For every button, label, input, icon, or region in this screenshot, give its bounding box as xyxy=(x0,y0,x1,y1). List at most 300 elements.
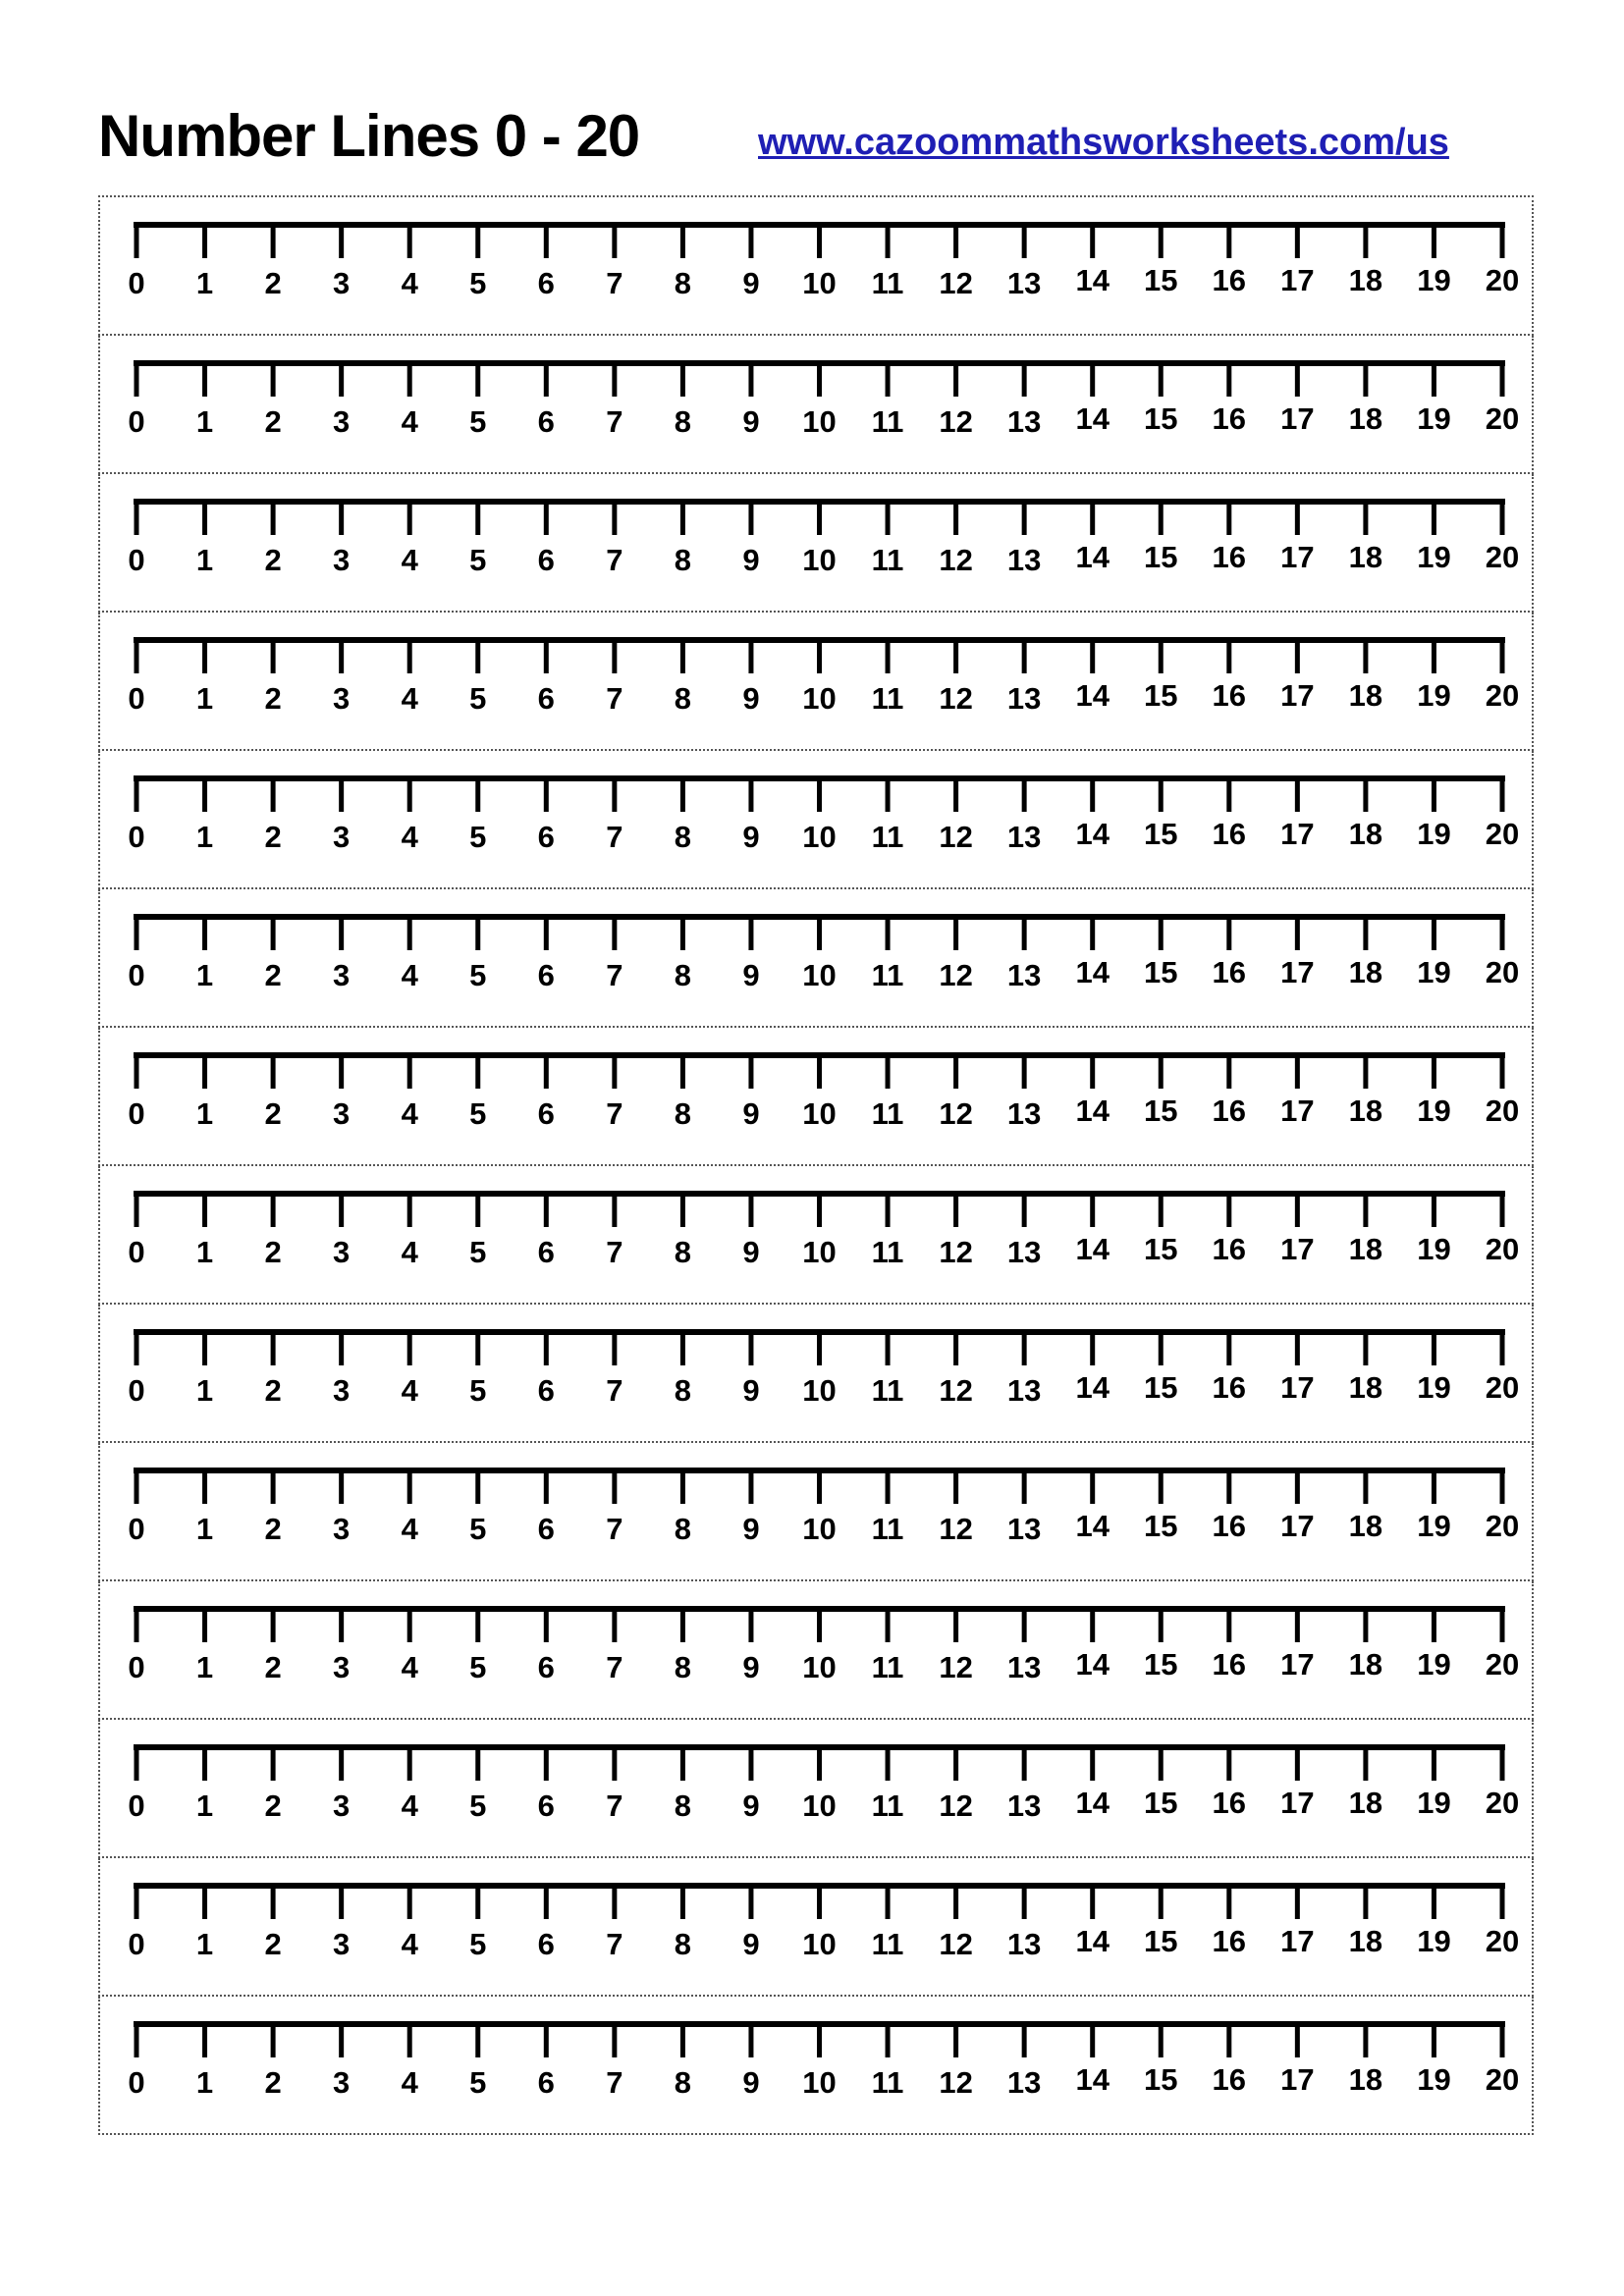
tick-label: 11 xyxy=(871,820,904,854)
tick-label: 2 xyxy=(264,1650,282,1684)
tick-label: 15 xyxy=(1144,1924,1178,1958)
number-line-strip xyxy=(98,889,1534,1028)
tick-label: 0 xyxy=(128,1373,145,1408)
tick-label: 19 xyxy=(1417,1647,1451,1682)
tick-label: 19 xyxy=(1417,1094,1451,1128)
tick-label: 9 xyxy=(742,1512,760,1546)
tick-label: 15 xyxy=(1144,955,1178,989)
tick-label: 8 xyxy=(674,1512,692,1546)
tick-label: 7 xyxy=(606,1512,623,1546)
tick-label: 13 xyxy=(1006,1927,1042,1961)
tick-label: 0 xyxy=(128,1512,145,1546)
tick-label: 19 xyxy=(1417,2062,1451,2097)
tick-label: 17 xyxy=(1280,678,1315,713)
tick-label: 17 xyxy=(1280,2062,1315,2097)
tick-label: 1 xyxy=(195,543,214,577)
tick-label: 9 xyxy=(742,266,760,300)
tick-label: 8 xyxy=(674,820,692,854)
tick-label: 12 xyxy=(939,1096,973,1131)
number-line xyxy=(100,1443,1532,1579)
tick-label: 11 xyxy=(871,681,904,716)
tick-label: 4 xyxy=(401,1235,418,1269)
tick-label: 8 xyxy=(674,1789,692,1823)
tick-label: 5 xyxy=(469,1373,487,1408)
tick-label: 10 xyxy=(802,404,837,439)
tick-label: 4 xyxy=(401,1789,418,1823)
tick-label: 1 xyxy=(195,1650,214,1684)
tick-label: 3 xyxy=(333,958,351,992)
tick-label: 14 xyxy=(1075,1647,1110,1682)
tick-label: 15 xyxy=(1144,2062,1178,2097)
tick-label: 7 xyxy=(606,681,623,716)
tick-label: 6 xyxy=(537,404,555,439)
tick-label: 11 xyxy=(871,543,904,577)
tick-label: 13 xyxy=(1006,266,1042,300)
tick-label: 9 xyxy=(742,1789,760,1823)
tick-label: 16 xyxy=(1212,955,1247,989)
tick-label: 16 xyxy=(1212,2062,1247,2097)
tick-label: 7 xyxy=(606,1650,623,1684)
tick-label: 8 xyxy=(674,1650,692,1684)
worksheet-header xyxy=(98,98,1532,177)
tick-label: 20 xyxy=(1485,678,1520,713)
tick-label: 14 xyxy=(1075,1370,1110,1405)
tick-label: 12 xyxy=(939,2065,973,2100)
tick-label: 5 xyxy=(469,1235,487,1269)
tick-label: 13 xyxy=(1006,820,1042,854)
number-line-strip xyxy=(98,751,1534,889)
tick-label: 0 xyxy=(128,266,145,300)
tick-label: 10 xyxy=(802,2065,837,2100)
tick-label: 4 xyxy=(401,404,418,439)
number-line-strip xyxy=(98,195,1534,336)
tick-label: 0 xyxy=(128,1927,145,1961)
tick-label: 8 xyxy=(674,1235,692,1269)
number-line xyxy=(100,751,1532,887)
tick-label: 1 xyxy=(195,404,214,439)
tick-label: 7 xyxy=(606,266,623,300)
number-line-strip xyxy=(98,613,1534,751)
number-line xyxy=(100,1997,1532,2133)
tick-label: 7 xyxy=(606,958,623,992)
tick-label: 4 xyxy=(401,1096,418,1131)
tick-label: 3 xyxy=(333,820,351,854)
tick-label: 17 xyxy=(1280,263,1315,297)
tick-label: 4 xyxy=(401,958,418,992)
tick-label: 0 xyxy=(128,1235,145,1269)
tick-label: 1 xyxy=(195,681,214,716)
tick-label: 11 xyxy=(871,266,904,300)
tick-label: 4 xyxy=(401,1650,418,1684)
tick-label: 19 xyxy=(1417,1232,1451,1266)
tick-label: 13 xyxy=(1006,1650,1042,1684)
tick-label: 3 xyxy=(333,1096,351,1131)
tick-label: 1 xyxy=(195,1512,214,1546)
tick-label: 18 xyxy=(1348,955,1383,989)
number-line xyxy=(100,1720,1532,1856)
tick-label: 10 xyxy=(802,543,837,577)
tick-label: 9 xyxy=(742,1650,760,1684)
number-line-strip xyxy=(98,1858,1534,1997)
tick-label: 2 xyxy=(264,404,282,439)
tick-label: 20 xyxy=(1485,540,1520,574)
tick-label: 12 xyxy=(939,681,973,716)
tick-label: 3 xyxy=(333,1373,351,1408)
tick-label: 16 xyxy=(1212,1094,1247,1128)
tick-label: 11 xyxy=(871,958,904,992)
tick-label: 3 xyxy=(333,404,351,439)
tick-label: 19 xyxy=(1417,401,1451,436)
tick-label: 6 xyxy=(537,1512,555,1546)
tick-label: 16 xyxy=(1212,1370,1247,1405)
tick-label: 7 xyxy=(606,1373,623,1408)
tick-label: 4 xyxy=(401,543,418,577)
tick-label: 12 xyxy=(939,266,973,300)
tick-label: 1 xyxy=(195,1927,214,1961)
tick-label: 18 xyxy=(1348,1370,1383,1405)
number-line-strips xyxy=(98,195,1534,2135)
tick-label: 1 xyxy=(195,958,214,992)
tick-label: 12 xyxy=(939,543,973,577)
tick-label: 6 xyxy=(537,1096,555,1131)
tick-label: 19 xyxy=(1417,678,1451,713)
tick-label: 10 xyxy=(802,266,837,300)
tick-label: 6 xyxy=(537,1235,555,1269)
tick-label: 6 xyxy=(537,266,555,300)
tick-label: 12 xyxy=(939,1512,973,1546)
tick-label: 19 xyxy=(1417,263,1451,297)
tick-label: 20 xyxy=(1485,817,1520,851)
tick-label: 14 xyxy=(1075,401,1110,436)
tick-label: 18 xyxy=(1348,1509,1383,1543)
tick-label: 20 xyxy=(1485,401,1520,436)
tick-label: 1 xyxy=(195,2065,214,2100)
tick-label: 4 xyxy=(401,2065,418,2100)
tick-label: 18 xyxy=(1348,540,1383,574)
tick-label: 12 xyxy=(939,820,973,854)
number-line xyxy=(100,1028,1532,1164)
tick-label: 2 xyxy=(264,958,282,992)
tick-label: 18 xyxy=(1348,1232,1383,1266)
tick-label: 7 xyxy=(606,1927,623,1961)
tick-label: 15 xyxy=(1144,1370,1178,1405)
tick-label: 4 xyxy=(401,681,418,716)
tick-label: 12 xyxy=(939,1235,973,1269)
tick-label: 11 xyxy=(871,2065,904,2100)
tick-label: 7 xyxy=(606,1096,623,1131)
tick-label: 7 xyxy=(606,1235,623,1269)
tick-label: 18 xyxy=(1348,263,1383,297)
tick-label: 6 xyxy=(537,681,555,716)
tick-label: 5 xyxy=(469,1096,487,1131)
tick-label: 10 xyxy=(802,1512,837,1546)
tick-label: 11 xyxy=(871,1650,904,1684)
tick-label: 14 xyxy=(1075,1094,1110,1128)
tick-label: 20 xyxy=(1485,1232,1520,1266)
tick-label: 13 xyxy=(1006,404,1042,439)
tick-label: 4 xyxy=(401,1512,418,1546)
tick-label: 0 xyxy=(128,1096,145,1131)
tick-label: 15 xyxy=(1144,263,1178,297)
tick-label: 7 xyxy=(606,543,623,577)
tick-label: 5 xyxy=(469,820,487,854)
tick-label: 3 xyxy=(333,1650,351,1684)
tick-label: 9 xyxy=(742,543,760,577)
tick-label: 0 xyxy=(128,543,145,577)
tick-label: 2 xyxy=(264,1373,282,1408)
tick-label: 12 xyxy=(939,1789,973,1823)
tick-label: 13 xyxy=(1006,1512,1042,1546)
website-link[interactable]: www.cazoommathsworksheets.com/us xyxy=(758,122,1449,163)
tick-label: 2 xyxy=(264,543,282,577)
tick-label: 3 xyxy=(333,681,351,716)
number-line-strip xyxy=(98,1443,1534,1581)
tick-label: 6 xyxy=(537,820,555,854)
tick-label: 1 xyxy=(195,1373,214,1408)
tick-label: 13 xyxy=(1006,543,1042,577)
tick-label: 5 xyxy=(469,1927,487,1961)
tick-label: 2 xyxy=(264,1927,282,1961)
tick-label: 18 xyxy=(1348,1786,1383,1820)
number-line xyxy=(100,197,1532,334)
tick-label: 15 xyxy=(1144,817,1178,851)
tick-label: 18 xyxy=(1348,2062,1383,2097)
number-line-strip xyxy=(98,474,1534,613)
tick-label: 8 xyxy=(674,958,692,992)
tick-label: 0 xyxy=(128,681,145,716)
tick-label: 10 xyxy=(802,958,837,992)
tick-label: 9 xyxy=(742,1096,760,1131)
tick-label: 2 xyxy=(264,2065,282,2100)
tick-label: 16 xyxy=(1212,1232,1247,1266)
tick-label: 17 xyxy=(1280,955,1315,989)
tick-label: 12 xyxy=(939,404,973,439)
tick-label: 7 xyxy=(606,2065,623,2100)
tick-label: 8 xyxy=(674,2065,692,2100)
number-line-strip xyxy=(98,1166,1534,1305)
tick-label: 15 xyxy=(1144,1786,1178,1820)
tick-label: 4 xyxy=(401,820,418,854)
tick-label: 8 xyxy=(674,543,692,577)
tick-label: 14 xyxy=(1075,955,1110,989)
tick-label: 16 xyxy=(1212,1647,1247,1682)
tick-label: 9 xyxy=(742,681,760,716)
page-title: Number Lines 0 - 20 xyxy=(98,103,640,169)
tick-label: 8 xyxy=(674,1927,692,1961)
tick-label: 17 xyxy=(1280,540,1315,574)
tick-label: 3 xyxy=(333,1789,351,1823)
tick-label: 0 xyxy=(128,820,145,854)
tick-label: 8 xyxy=(674,1096,692,1131)
tick-label: 15 xyxy=(1144,1509,1178,1543)
tick-label: 5 xyxy=(469,681,487,716)
tick-label: 8 xyxy=(674,681,692,716)
tick-label: 6 xyxy=(537,543,555,577)
tick-label: 17 xyxy=(1280,401,1315,436)
number-line-strip xyxy=(98,1997,1534,2135)
tick-label: 17 xyxy=(1280,1786,1315,1820)
tick-label: 20 xyxy=(1485,1924,1520,1958)
tick-label: 5 xyxy=(469,1512,487,1546)
tick-label: 11 xyxy=(871,1096,904,1131)
tick-label: 2 xyxy=(264,1789,282,1823)
tick-label: 11 xyxy=(871,404,904,439)
tick-label: 18 xyxy=(1348,1094,1383,1128)
tick-label: 16 xyxy=(1212,678,1247,713)
tick-label: 6 xyxy=(537,958,555,992)
tick-label: 3 xyxy=(333,543,351,577)
tick-label: 20 xyxy=(1485,1509,1520,1543)
tick-label: 10 xyxy=(802,1235,837,1269)
number-line-strip xyxy=(98,1305,1534,1443)
tick-label: 13 xyxy=(1006,1789,1042,1823)
tick-label: 5 xyxy=(469,543,487,577)
tick-label: 14 xyxy=(1075,1924,1110,1958)
tick-label: 9 xyxy=(742,1373,760,1408)
tick-label: 20 xyxy=(1485,2062,1520,2097)
tick-label: 3 xyxy=(333,1235,351,1269)
tick-label: 11 xyxy=(871,1927,904,1961)
tick-label: 9 xyxy=(742,404,760,439)
tick-label: 20 xyxy=(1485,263,1520,297)
tick-label: 5 xyxy=(469,958,487,992)
tick-label: 13 xyxy=(1006,1373,1042,1408)
tick-label: 9 xyxy=(742,1927,760,1961)
tick-label: 0 xyxy=(128,404,145,439)
tick-label: 11 xyxy=(871,1512,904,1546)
tick-label: 12 xyxy=(939,1650,973,1684)
tick-label: 11 xyxy=(871,1373,904,1408)
tick-label: 8 xyxy=(674,1373,692,1408)
tick-label: 5 xyxy=(469,1650,487,1684)
tick-label: 10 xyxy=(802,1373,837,1408)
tick-label: 17 xyxy=(1280,1232,1315,1266)
tick-label: 16 xyxy=(1212,401,1247,436)
number-line xyxy=(100,1305,1532,1441)
tick-label: 8 xyxy=(674,266,692,300)
tick-label: 7 xyxy=(606,1789,623,1823)
tick-label: 4 xyxy=(401,266,418,300)
tick-label: 9 xyxy=(742,958,760,992)
tick-label: 18 xyxy=(1348,678,1383,713)
tick-label: 14 xyxy=(1075,540,1110,574)
tick-label: 18 xyxy=(1348,1647,1383,1682)
number-line xyxy=(100,889,1532,1026)
tick-label: 14 xyxy=(1075,678,1110,713)
tick-label: 19 xyxy=(1417,955,1451,989)
tick-label: 14 xyxy=(1075,817,1110,851)
tick-label: 2 xyxy=(264,266,282,300)
tick-label: 2 xyxy=(264,1235,282,1269)
tick-label: 13 xyxy=(1006,1235,1042,1269)
tick-label: 9 xyxy=(742,820,760,854)
tick-label: 13 xyxy=(1006,958,1042,992)
tick-label: 20 xyxy=(1485,1370,1520,1405)
tick-label: 14 xyxy=(1075,1509,1110,1543)
tick-label: 17 xyxy=(1280,1370,1315,1405)
tick-label: 18 xyxy=(1348,401,1383,436)
tick-label: 15 xyxy=(1144,401,1178,436)
tick-label: 1 xyxy=(195,1235,214,1269)
tick-label: 13 xyxy=(1006,2065,1042,2100)
tick-label: 10 xyxy=(802,820,837,854)
tick-label: 9 xyxy=(742,1235,760,1269)
tick-label: 4 xyxy=(401,1373,418,1408)
number-line-strip xyxy=(98,1028,1534,1166)
tick-label: 19 xyxy=(1417,1509,1451,1543)
tick-label: 7 xyxy=(606,820,623,854)
tick-label: 6 xyxy=(537,1927,555,1961)
number-line-strip xyxy=(98,336,1534,474)
tick-label: 19 xyxy=(1417,1786,1451,1820)
tick-label: 15 xyxy=(1144,1094,1178,1128)
tick-label: 19 xyxy=(1417,540,1451,574)
tick-label: 16 xyxy=(1212,1924,1247,1958)
tick-label: 10 xyxy=(802,1789,837,1823)
number-line xyxy=(100,613,1532,749)
tick-label: 20 xyxy=(1485,955,1520,989)
tick-label: 15 xyxy=(1144,540,1178,574)
tick-label: 19 xyxy=(1417,817,1451,851)
tick-label: 12 xyxy=(939,1927,973,1961)
tick-label: 7 xyxy=(606,404,623,439)
tick-label: 5 xyxy=(469,404,487,439)
tick-label: 16 xyxy=(1212,1509,1247,1543)
tick-label: 14 xyxy=(1075,263,1110,297)
tick-label: 11 xyxy=(871,1789,904,1823)
tick-label: 19 xyxy=(1417,1370,1451,1405)
number-line xyxy=(100,1166,1532,1303)
tick-label: 15 xyxy=(1144,1232,1178,1266)
tick-label: 3 xyxy=(333,1512,351,1546)
number-line xyxy=(100,474,1532,611)
tick-label: 10 xyxy=(802,1650,837,1684)
tick-label: 3 xyxy=(333,2065,351,2100)
tick-label: 14 xyxy=(1075,1786,1110,1820)
tick-label: 10 xyxy=(802,1927,837,1961)
tick-label: 17 xyxy=(1280,1924,1315,1958)
tick-label: 5 xyxy=(469,266,487,300)
tick-label: 6 xyxy=(537,1373,555,1408)
tick-label: 1 xyxy=(195,1789,214,1823)
number-line xyxy=(100,336,1532,472)
tick-label: 0 xyxy=(128,1650,145,1684)
tick-label: 19 xyxy=(1417,1924,1451,1958)
tick-label: 6 xyxy=(537,1789,555,1823)
tick-label: 2 xyxy=(264,1512,282,1546)
tick-label: 3 xyxy=(333,1927,351,1961)
tick-label: 13 xyxy=(1006,681,1042,716)
tick-label: 6 xyxy=(537,1650,555,1684)
tick-label: 4 xyxy=(401,1927,418,1961)
tick-label: 15 xyxy=(1144,1647,1178,1682)
tick-label: 2 xyxy=(264,681,282,716)
number-line xyxy=(100,1858,1532,1995)
tick-label: 2 xyxy=(264,820,282,854)
tick-label: 12 xyxy=(939,958,973,992)
number-line-strip xyxy=(98,1720,1534,1858)
tick-label: 16 xyxy=(1212,817,1247,851)
tick-label: 6 xyxy=(537,2065,555,2100)
tick-label: 11 xyxy=(871,1235,904,1269)
tick-label: 1 xyxy=(195,1096,214,1131)
tick-label: 0 xyxy=(128,958,145,992)
tick-label: 12 xyxy=(939,1373,973,1408)
tick-label: 16 xyxy=(1212,263,1247,297)
tick-label: 0 xyxy=(128,1789,145,1823)
tick-label: 17 xyxy=(1280,1647,1315,1682)
tick-label: 16 xyxy=(1212,1786,1247,1820)
